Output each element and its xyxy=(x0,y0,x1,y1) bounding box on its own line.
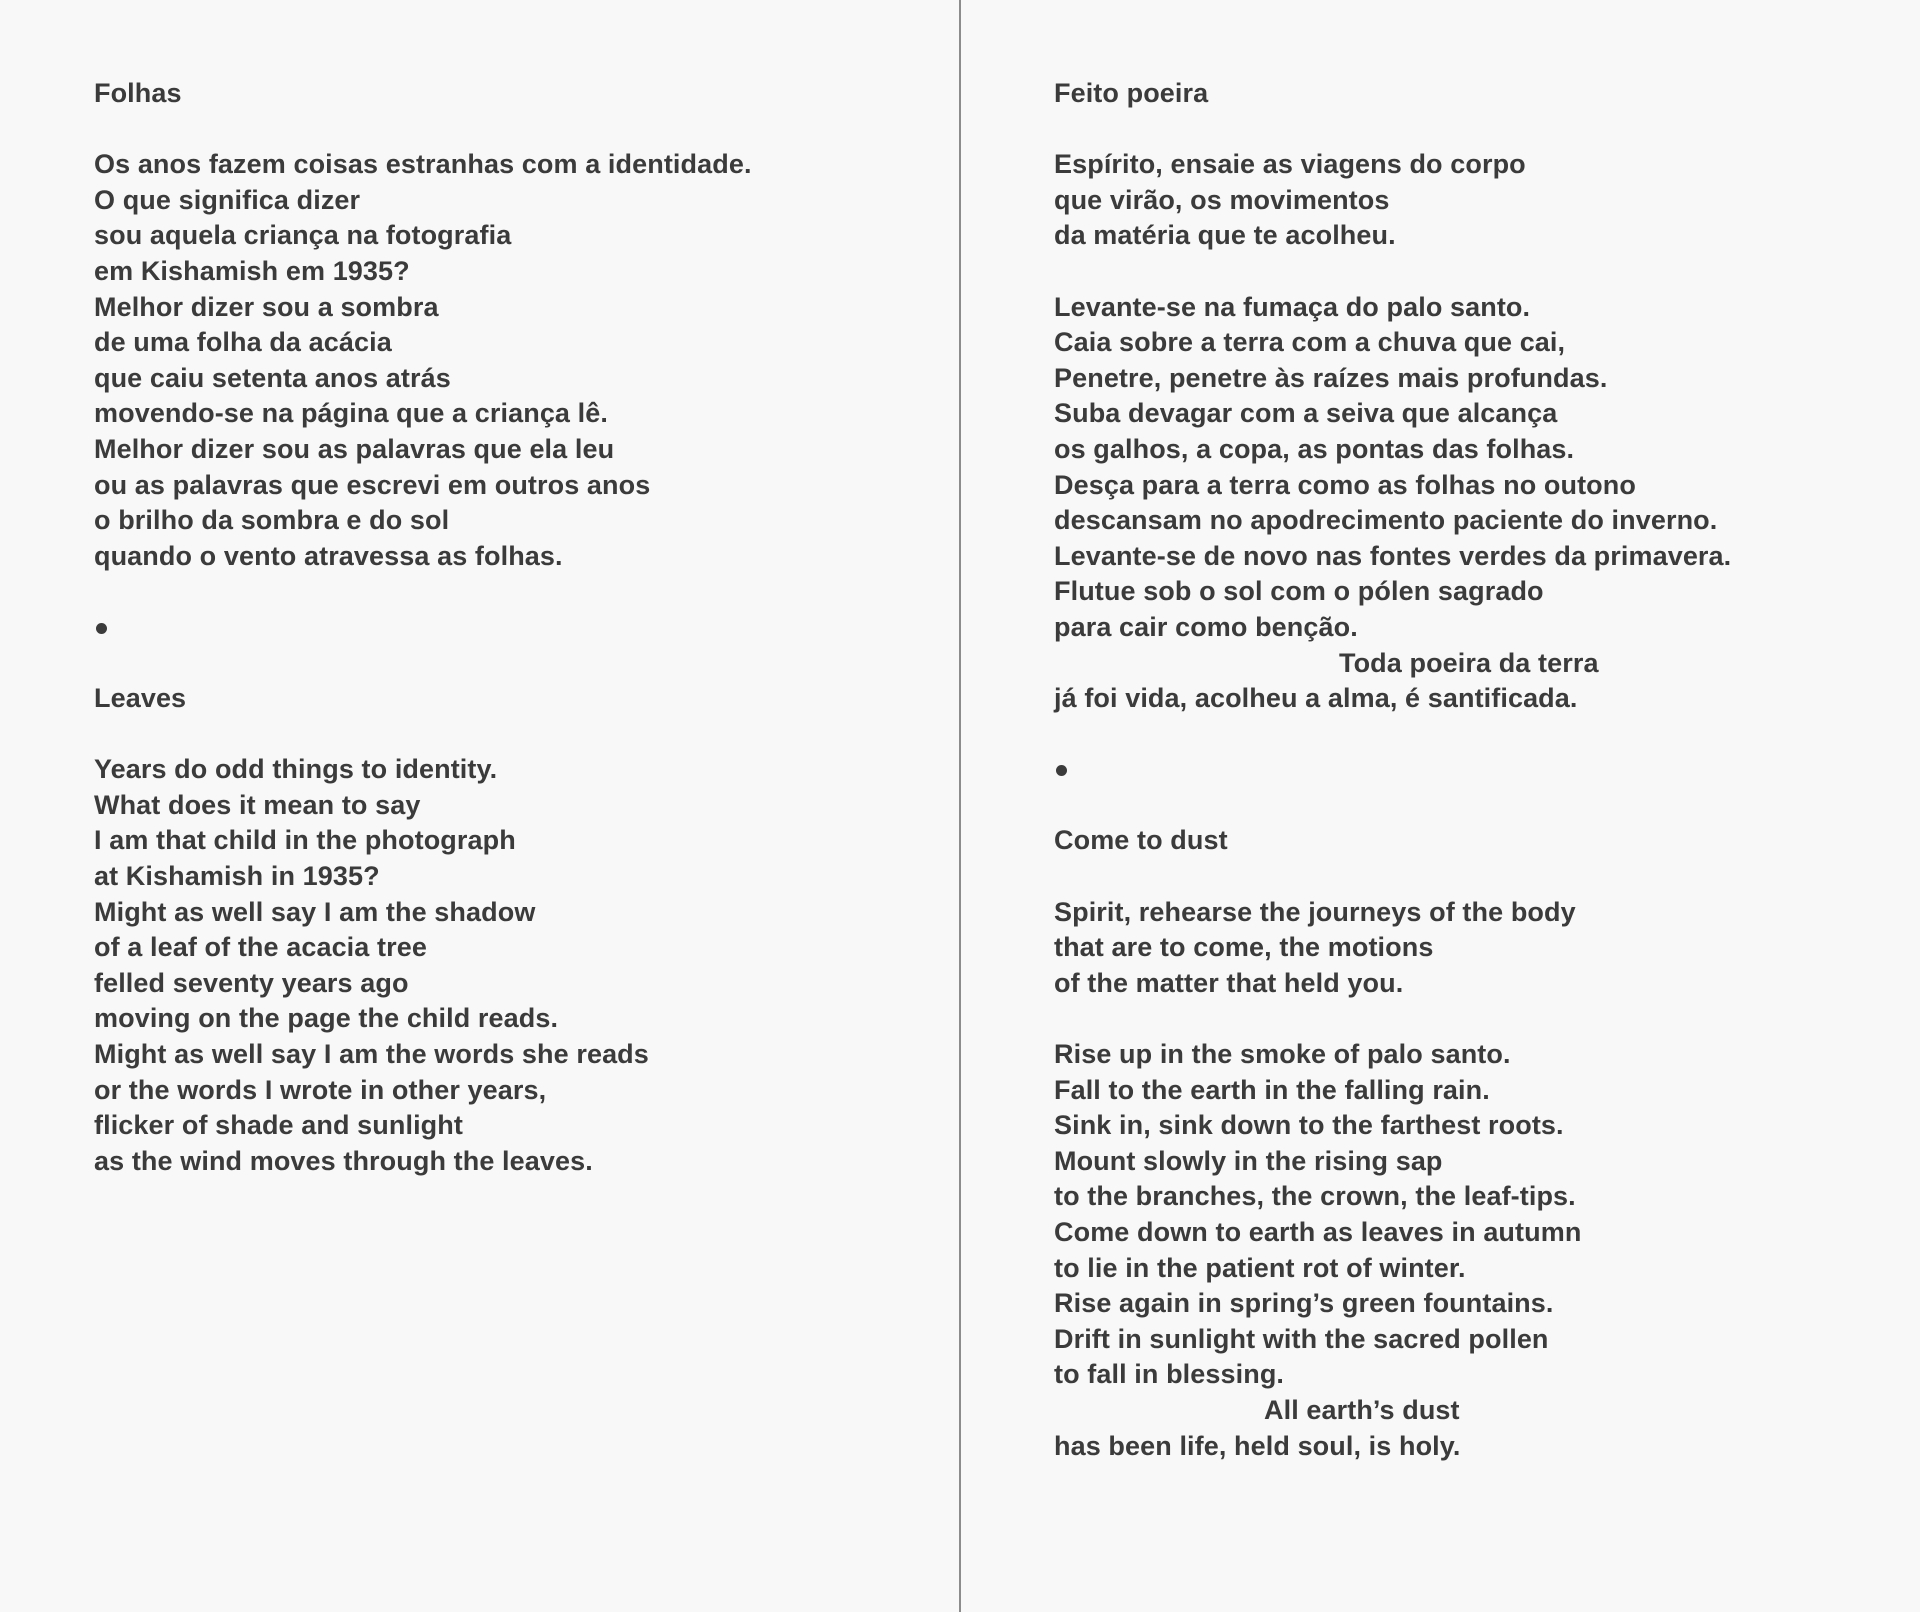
poem-stanza-pt-1 xyxy=(1054,147,1874,254)
poem-line: em Kishamish em 1935? xyxy=(94,255,410,286)
poem-line: felled seventy years ago xyxy=(94,967,409,998)
stanza-gap xyxy=(1054,112,1874,148)
poem-title-folhas: Folhas xyxy=(94,78,182,108)
stanza-gap xyxy=(1054,254,1874,290)
poem-line: movendo-se na página que a criança lê. xyxy=(94,398,608,429)
poem-line: de uma folha da acácia xyxy=(94,327,392,358)
poem-line: sou aquela criança na fotografia xyxy=(94,220,512,251)
poem-line: quando o vento atravessa as folhas. xyxy=(94,540,563,571)
poem-line: Flutue sob o sol com o pólen sagrado xyxy=(1054,576,1544,607)
poem-line: Espírito, ensaie as viagens do corpo xyxy=(1054,149,1526,180)
poem-line: ou as palavras que escrevi em outros anos xyxy=(94,469,651,500)
poem-line: as the wind moves through the leaves. xyxy=(94,1145,593,1176)
poem-line: Might as well say I am the words she reads xyxy=(94,1039,649,1070)
poem-line: Sink in, sink down to the farthest roots. xyxy=(1054,1110,1564,1141)
poem-line: Penetre, penetre às raízes mais profundas. xyxy=(1054,362,1608,393)
poem-line-indented: Toda poeira da terra xyxy=(1339,647,1599,678)
poem-line: Spirit, rehearse the journeys of the body xyxy=(1054,896,1576,927)
poem-stanza-en-2 xyxy=(1054,1037,1874,1464)
bullet-separator xyxy=(94,610,934,646)
page-gutter-divider xyxy=(959,0,961,1612)
stanza-gap xyxy=(1054,859,1874,895)
poem-line: que virão, os movimentos xyxy=(1054,184,1390,215)
poem-line: para cair como benção. xyxy=(1054,611,1358,642)
poem-line: that are to come, the motions xyxy=(1054,932,1434,963)
poem-line: O que significa dizer xyxy=(94,184,361,215)
poem-line: o brilho da sombra e do sol xyxy=(94,505,450,536)
poem-line: What does it mean to say xyxy=(94,789,421,820)
poem-line: que caiu setenta anos atrás xyxy=(94,362,451,393)
poem-line: Fall to the earth in the falling rain. xyxy=(1054,1074,1490,1105)
stanza-gap xyxy=(1054,788,1874,824)
bullet-separator xyxy=(1054,752,1874,788)
poem-body-folhas xyxy=(94,147,934,574)
poem-line: I am that child in the photograph xyxy=(94,825,516,856)
poem-line: Rise up in the smoke of palo santo. xyxy=(1054,1039,1511,1070)
poem-line: flicker of shade and sunlight xyxy=(94,1110,463,1141)
poem-line: or the words I wrote in other years, xyxy=(94,1074,547,1105)
poem-stanza-pt-2 xyxy=(1054,290,1874,717)
poem-line: Melhor dizer sou a sombra xyxy=(94,291,439,322)
poem-line: Suba devagar com a seiva que alcança xyxy=(1054,398,1558,429)
stanza-gap xyxy=(94,574,934,610)
stanza-gap xyxy=(94,646,934,682)
right-page xyxy=(1054,0,1874,1612)
poem-line: Melhor dizer sou as palavras que ela leu xyxy=(94,433,615,464)
poem-line: of the matter that held you. xyxy=(1054,967,1404,998)
left-page xyxy=(94,0,934,1612)
poem-line: to lie in the patient rot of winter. xyxy=(1054,1252,1466,1283)
poem-line: Rise again in spring’s green fountains. xyxy=(1054,1288,1554,1319)
poem-line: Come down to earth as leaves in autumn xyxy=(1054,1217,1582,1247)
poem-body-leaves xyxy=(94,752,934,1179)
poem-line: já foi vida, acolheu a alma, é santificada. xyxy=(1054,683,1578,714)
poem-line: has been life, held soul, is holy. xyxy=(1054,1430,1461,1461)
poem-line-indented: All earth’s dust xyxy=(1264,1394,1460,1425)
poem-line: Mount slowly in the rising sap xyxy=(1054,1145,1443,1176)
poem-line: of a leaf of the acacia tree xyxy=(94,932,427,963)
poem-line: descansam no apodrecimento paciente do inverno. xyxy=(1054,505,1718,536)
poem-line: Years do odd things to identity. xyxy=(94,754,498,785)
stanza-gap xyxy=(94,717,934,753)
poem-title-come-to-dust: Come to dust xyxy=(1054,825,1228,856)
poem-line: Levante-se na fumaça do palo santo. xyxy=(1054,291,1531,322)
poem-line: Drift in sunlight with the sacred pollen xyxy=(1054,1323,1549,1354)
poem-line: Caia sobre a terra com a chuva que cai, xyxy=(1054,327,1566,358)
poem-line: da matéria que te acolheu. xyxy=(1054,220,1396,251)
poem-title-leaves: Leaves xyxy=(94,683,187,714)
stanza-gap xyxy=(94,112,934,148)
poem-line: Might as well say I am the shadow xyxy=(94,896,536,927)
poem-line: to the branches, the crown, the leaf-tips. xyxy=(1054,1181,1576,1212)
poem-line: Os anos fazem coisas estranhas com a identidade. xyxy=(94,149,752,180)
poem-line: Desça para a terra como as folhas no outono xyxy=(1054,469,1636,500)
stanza-gap xyxy=(1054,717,1874,753)
poem-stanza-en-1 xyxy=(1054,895,1874,1002)
stanza-gap xyxy=(1054,1001,1874,1037)
poem-line: moving on the page the child reads. xyxy=(94,1003,559,1034)
poem-line: to fall in blessing. xyxy=(1054,1359,1285,1390)
poem-title-feito-poeira: Feito poeira xyxy=(1054,78,1209,108)
poem-line: at Kishamish in 1935? xyxy=(94,861,380,892)
poem-line: os galhos, a copa, as pontas das folhas. xyxy=(1054,433,1575,464)
poem-line: Levante-se de novo nas fontes verdes da primavera. xyxy=(1054,540,1732,571)
